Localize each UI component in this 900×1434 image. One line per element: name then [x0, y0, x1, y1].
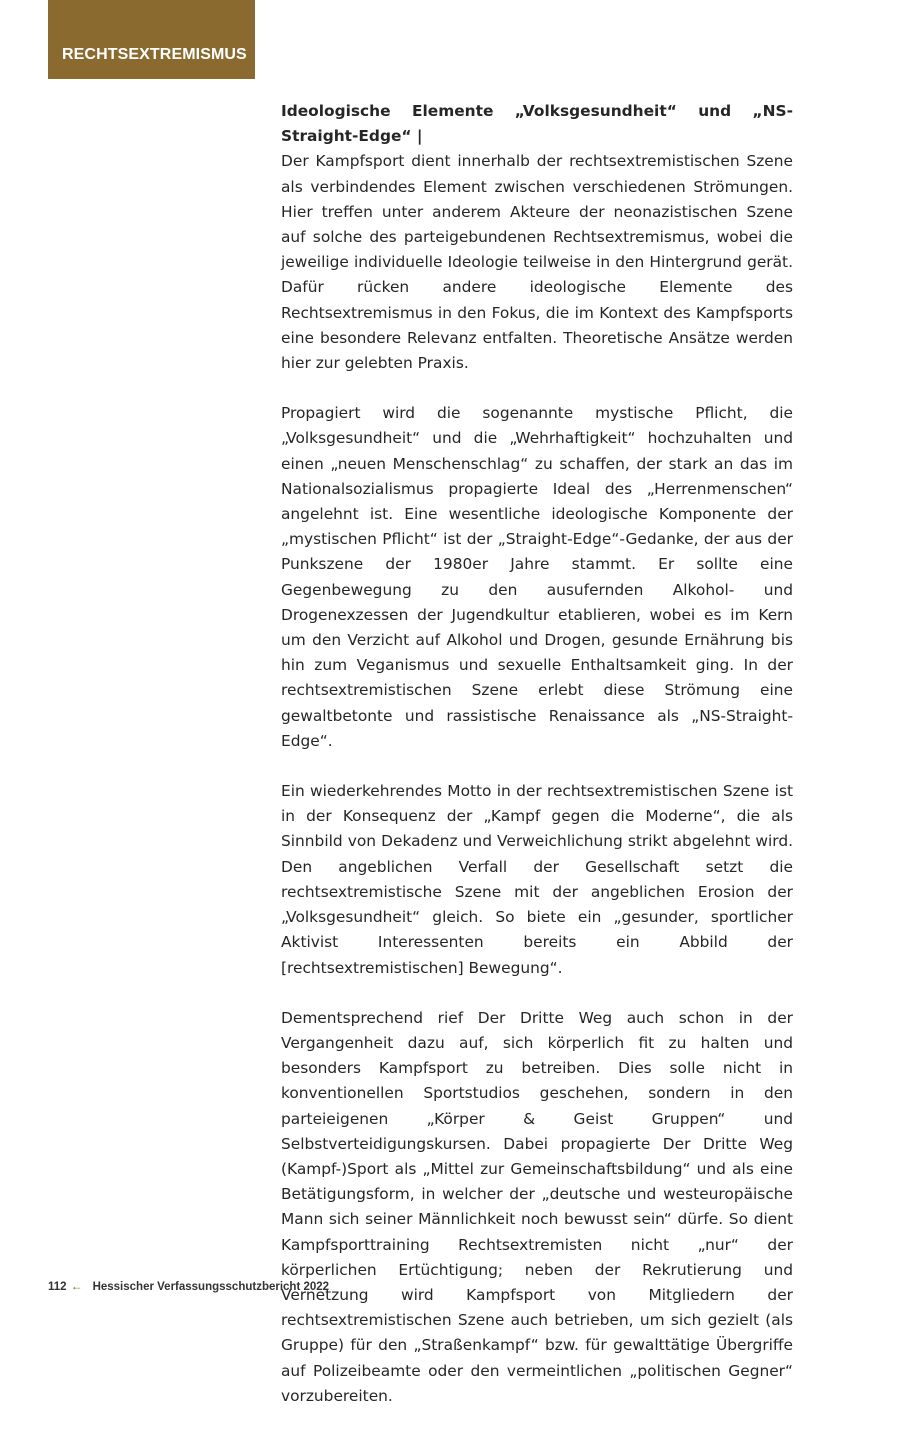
article-body — [281, 99, 793, 1434]
page-number: 112 — [48, 1281, 67, 1293]
paragraph-heading: Ideologische Elemente „Volksgesundheit“ und „NS-Straight-Edge“ | — [281, 102, 793, 146]
paragraph-text: Ein wiederkehrendes Motto in der rechtsextremistischen Szene ist in der Konsequenz der „Kampf gegen die Moderne“, die als Sinnbild von Dekadenz und Verweichlichung strikt abgelehnt wird. Den angeblichen Verfall der Gesellschaft setzt die rechtsextremistische Szene mit der angeblichen Erosion der „Volksgesundheit“ gleich. So biete ein „gesunder, sportlicher Aktivist Interessenten bereits ein Abbild der [rechtsextremistischen] Bewegung“. — [281, 782, 793, 977]
paragraph-4 — [281, 1006, 793, 1409]
arrow-left-icon[interactable]: ← — [70, 1279, 83, 1293]
section-label: RECHTSEXTREMISMUS — [62, 46, 247, 63]
paragraph-text: Dementsprechend rief Der Dritte Weg auch schon in der Vergangenheit dazu auf, sich körperlich fit zu halten und besonders Kampfsport zu betreiben. Dies solle nicht in konventionellen Sportstudios geschehen, sondern in den parteieigenen „Körper & Geist Gruppen“ und Selbstverteidigungskursen. Dabei propagierte Der Dritte Weg (Kampf-)Sport als „Mittel zur Gemeinschaftsbildung“ und als eine Betätigungsform, in welcher der „deutsche und westeuropäische Mann sich seiner Männlichkeit noch bewusst sein“ dürfe. So dient Kampfsporttraining Rechtsextremisten nicht „nur“ der körperlichen Ertüchtigung; neben der Rekrutierung und Vernetzung wird Kampfsport von Mitgliedern der rechtsextremistischen Szene auch betrieben, um sich gezielt (als Gruppe) für den „Straßenkampf“ bzw. für gewalttätige Übergriffe auf Polizeibeamte oder den vermeintlichen „politischen Gegner“ vorzubereiten. — [281, 1008, 793, 1405]
page-footer — [48, 1277, 329, 1295]
section-tab — [48, 0, 255, 79]
publication-title: Hessischer Verfassungsschutzbericht 2022 — [92, 1281, 330, 1293]
paragraph-1 — [281, 99, 793, 376]
paragraph-text: Der Kampfsport dient innerhalb der rechtsextremistischen Szene als verbindendes Element zwischen verschiedenen Strömungen. Hier treffen unter anderem Akteure der neonazistischen Szene auf solche des parteigebundenen Rechtsextremismus, wobei die jeweilige individuelle Ideologie teilweise in den Hintergrund gerät. Dafür rücken andere ideologische Elemente des Rechtsextremismus in den Fokus, die im Kontext des Kampfsports eine besondere Relevanz entfalten. Theoretische Ansätze werden hier zur gelebten Praxis. — [281, 152, 793, 373]
paragraph-2 — [281, 401, 793, 754]
paragraph-3 — [281, 779, 793, 981]
paragraph-text: Propagiert wird die sogenannte mystische Pflicht, die „Volksgesundheit“ und die „Wehrhaftigkeit“ hochzuhalten und einen „neuen Menschenschlag“ zu schaffen, der stark an das im Nationalsozialismus propagierte Ideal des „Herrenmenschen“ angelehnt ist. Eine wesentliche ideologische Komponente der „mystischen Pflicht“ ist der „Straight-Edge“-Gedanke, der aus der Punkszene der 1980er Jahre stammt. Er sollte eine Gegenbewegung zu den ausufernden Alkohol- und Drogenexzessen der Jugendkultur etablieren, wobei es im Kern um den Verzicht auf Alkohol und Drogen, gesunde Ernährung bis hin zum Veganismus und sexuelle Enthaltsamkeit ging. In der rechtsextremistischen Szene erlebt diese Strömung eine gewaltbetonte und rassistische Renaissance als „NS-Straight-Edge“. — [281, 404, 793, 750]
